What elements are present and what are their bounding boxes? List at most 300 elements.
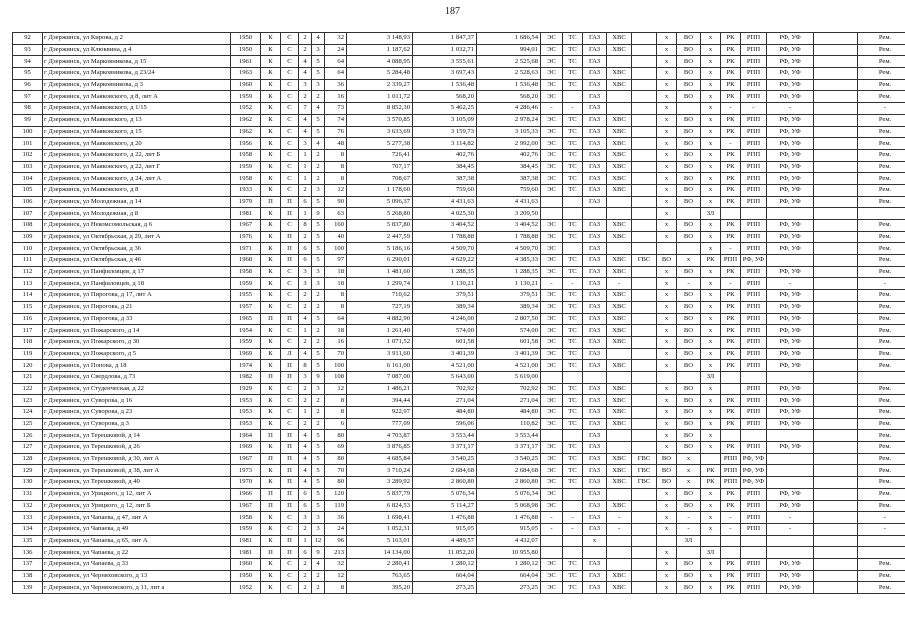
- table-cell-s2: [541, 547, 563, 559]
- table-row: [13, 126, 905, 138]
- table-cell-s2: ЭС: [541, 558, 563, 570]
- table-cell-s2: -: [541, 278, 563, 290]
- table-body: [13, 33, 905, 594]
- table-cell-s1: 3 105,33: [477, 126, 541, 138]
- table-cell-s2: ЭС: [541, 407, 563, 419]
- table-row: [13, 371, 905, 383]
- table-cell-area_total: 96: [325, 535, 347, 547]
- table-cell-area_living: 726,41: [347, 149, 413, 161]
- table-cell-s2: ЭС: [541, 220, 563, 232]
- table-cell-s6: [632, 535, 657, 547]
- table-cell-s11: РПП: [741, 500, 767, 512]
- table-cell-s4: ГАЗ: [583, 418, 607, 430]
- table-cell-s8: ВО: [677, 44, 701, 56]
- table-cell-s14: Рем.: [858, 290, 905, 302]
- table-cell-s6: [632, 360, 657, 372]
- table-cell-s8: ВО: [677, 442, 701, 454]
- table-cell-s2: ЭС: [541, 266, 563, 278]
- table-cell-s12: РФ, УФ: [767, 336, 814, 348]
- table-cell-s3: ТС: [563, 33, 583, 45]
- table-cell-s13: [814, 395, 858, 407]
- table-cell-s9: х: [701, 231, 721, 243]
- table-cell-s13: [814, 68, 858, 80]
- table-cell-area_living: 395,20: [347, 582, 413, 594]
- table-cell-address: г Дзержинск, ул Чапаева, д 33: [43, 558, 231, 570]
- table-cell-s14: Рем.: [858, 465, 905, 477]
- table-cell-floors: 7: [299, 103, 312, 115]
- table-cell-s6: [632, 371, 657, 383]
- table-cell-s7: х: [657, 336, 677, 348]
- table-cell-area_living: 1 187,62: [347, 44, 413, 56]
- table-cell-wall: К: [261, 255, 281, 267]
- table-cell-s2: ЭС: [541, 301, 563, 313]
- table-cell-s14: Рем.: [858, 56, 905, 68]
- table-cell-wall: К: [261, 138, 281, 150]
- table-cell-s3: ТС: [563, 290, 583, 302]
- table-cell-no: 107: [13, 208, 43, 220]
- table-cell-year: 1959: [231, 91, 261, 103]
- table-cell-s8: [677, 208, 701, 220]
- table-cell-s9: х: [701, 430, 721, 442]
- table-cell-floors: 2: [299, 570, 312, 582]
- table-cell-year: 1933: [231, 184, 261, 196]
- table-row: [13, 336, 905, 348]
- table-cell-apts: 5: [312, 196, 325, 208]
- table-cell-s14: Рем.: [858, 184, 905, 196]
- table-cell-floors_cat: П: [281, 313, 299, 325]
- table-cell-floors: 2: [299, 582, 312, 594]
- table-row: [13, 582, 905, 594]
- table-row: [13, 500, 905, 512]
- table-cell-s3: ТС: [563, 313, 583, 325]
- table-cell-s9: х: [701, 383, 721, 395]
- table-cell-s5: ХВС: [607, 582, 632, 594]
- table-cell-area_living: 3 289,92: [347, 477, 413, 489]
- table-cell-s13: [814, 161, 858, 173]
- table-cell-no: 104: [13, 173, 43, 185]
- table-cell-year: 1960: [231, 558, 261, 570]
- table-cell-s1: 273,25: [477, 582, 541, 594]
- table-cell-address: г Дзержинск, ул Суворова, д 3: [43, 418, 231, 430]
- table-cell-wall: К: [261, 570, 281, 582]
- table-cell-area_total: 16: [325, 336, 347, 348]
- table-cell-address: г Дзержинск, ул Маяковского, д 15: [43, 126, 231, 138]
- table-cell-area_total: 120: [325, 488, 347, 500]
- table-cell-floors_cat: С: [281, 418, 299, 430]
- table-cell-s10: РК: [721, 114, 741, 126]
- table-cell-year: 1974: [231, 360, 261, 372]
- table-cell-floors: 1: [299, 535, 312, 547]
- table-cell-wall: П: [261, 430, 281, 442]
- table-cell-no: 106: [13, 196, 43, 208]
- table-cell-s10: РК: [721, 301, 741, 313]
- table-cell-s6: [632, 418, 657, 430]
- table-cell-year: 1981: [231, 547, 261, 559]
- table-cell-floors: 2: [299, 301, 312, 313]
- table-cell-s8: ВО: [677, 220, 701, 232]
- table-row: [13, 488, 905, 500]
- table-cell-s3: ТС: [563, 79, 583, 91]
- table-cell-s4: ГАЗ: [583, 138, 607, 150]
- table-cell-s10: РК: [721, 173, 741, 185]
- table-cell-area_living: 707,17: [347, 161, 413, 173]
- table-cell-s2: ЭС: [541, 325, 563, 337]
- table-cell-year: 1958: [231, 266, 261, 278]
- table-cell-s5: [607, 488, 632, 500]
- table-cell-s9: х: [701, 442, 721, 454]
- table-cell-s10: РК: [721, 348, 741, 360]
- table-cell-no: 95: [13, 68, 43, 80]
- table-cell-s8: ВО: [677, 33, 701, 45]
- table-cell-s9: х: [701, 161, 721, 173]
- table-cell-s13: [814, 465, 858, 477]
- table-cell-year: 1976: [231, 231, 261, 243]
- table-cell-area_living: 5 186,16: [347, 243, 413, 255]
- table-cell-s4: ГАЗ: [583, 582, 607, 594]
- table-cell-s5: ХВС: [607, 301, 632, 313]
- table-cell-area_flats: 1 847,37: [413, 33, 477, 45]
- table-cell-address: г Дзержинск, ул Терешковой, д 30, лит А: [43, 453, 231, 465]
- table-cell-s8: х: [677, 465, 701, 477]
- table-cell-year: 1953: [231, 418, 261, 430]
- table-cell-s13: [814, 500, 858, 512]
- table-cell-area_living: 3 570,85: [347, 114, 413, 126]
- table-cell-wall: К: [261, 114, 281, 126]
- table-cell-address: г Дзержинск, ул Свердлова, д 73: [43, 371, 231, 383]
- table-cell-s4: ГАЗ: [583, 243, 607, 255]
- table-cell-address: г Дзержинск, ул Маяковского, д 22, лит Б: [43, 149, 231, 161]
- table-cell-area_total: 97: [325, 255, 347, 267]
- table-cell-floors: 6: [299, 243, 312, 255]
- table-cell-area_flats: 271,04: [413, 395, 477, 407]
- table-cell-floors: 6: [299, 488, 312, 500]
- table-cell-floors_cat: С: [281, 512, 299, 524]
- table-cell-no: 132: [13, 500, 43, 512]
- table-cell-floors: 2: [299, 336, 312, 348]
- table-cell-s11: РПП: [741, 149, 767, 161]
- table-cell-s6: [632, 173, 657, 185]
- table-cell-s9: РК: [701, 255, 721, 267]
- table-cell-year: 1950: [231, 33, 261, 45]
- table-row: [13, 442, 905, 454]
- table-cell-floors_cat: П: [281, 371, 299, 383]
- table-cell-s4: ГАЗ: [583, 348, 607, 360]
- table-cell-s3: ТС: [563, 325, 583, 337]
- table-cell-wall: К: [261, 360, 281, 372]
- table-row: [13, 138, 905, 150]
- table-cell-s6: ГВС: [632, 453, 657, 465]
- table-cell-area_living: 2 447,59: [347, 231, 413, 243]
- table-cell-s13: [814, 371, 858, 383]
- table-cell-s10: [721, 383, 741, 395]
- table-cell-area_flats: 4 489,57: [413, 535, 477, 547]
- table-cell-area_living: 5 268,80: [347, 208, 413, 220]
- table-cell-s8: х: [677, 453, 701, 465]
- table-cell-s3: [563, 196, 583, 208]
- table-cell-s4: ГАЗ: [583, 523, 607, 535]
- table-cell-s9: х: [701, 103, 721, 115]
- table-cell-apts: 2: [312, 91, 325, 103]
- table-cell-s2: ЭС: [541, 149, 563, 161]
- table-cell-s11: РПП: [741, 173, 767, 185]
- table-cell-floors_cat: С: [281, 325, 299, 337]
- table-cell-s9: [701, 453, 721, 465]
- table-cell-address: г Дзержинск, ул Черняховского, д 13: [43, 570, 231, 582]
- table-cell-s12: -: [767, 278, 814, 290]
- table-cell-s11: [741, 208, 767, 220]
- table-cell-s14: [858, 547, 905, 559]
- table-cell-year: 1964: [231, 430, 261, 442]
- table-cell-s13: [814, 243, 858, 255]
- table-cell-s12: РФ, УФ: [767, 290, 814, 302]
- table-cell-year: 1969: [231, 348, 261, 360]
- table-cell-wall: К: [261, 477, 281, 489]
- table-cell-s6: [632, 523, 657, 535]
- table-cell-s9: х: [701, 243, 721, 255]
- table-cell-address: г Дзержинск, ул Студенческая, д 22: [43, 383, 231, 395]
- table-cell-area_total: 8: [325, 582, 347, 594]
- table-cell-apts: 3: [312, 278, 325, 290]
- table-cell-s5: [607, 547, 632, 559]
- table-cell-apts: 5: [312, 243, 325, 255]
- table-cell-s12: РФ, УФ: [767, 395, 814, 407]
- table-cell-apts: 9: [312, 547, 325, 559]
- table-cell-wall: К: [261, 407, 281, 419]
- table-cell-area_total: 36: [325, 512, 347, 524]
- table-cell-area_living: 777,09: [347, 418, 413, 430]
- table-cell-s2: ЭС: [541, 44, 563, 56]
- table-cell-s10: -: [721, 278, 741, 290]
- table-cell-s5: ХВС: [607, 266, 632, 278]
- table-cell-s5: ХВС: [607, 360, 632, 372]
- table-row: [13, 407, 905, 419]
- table-cell-s11: РПП: [741, 336, 767, 348]
- table-cell-address: г Дзержинск, ул Марковникова, д 3: [43, 79, 231, 91]
- table-cell-s9: х: [701, 290, 721, 302]
- table-cell-s3: ТС: [563, 220, 583, 232]
- table-cell-address: г Дзержинск, ул Клюквина, д 4: [43, 44, 231, 56]
- table-cell-s2: ЭС: [541, 126, 563, 138]
- table-cell-s4: ГАЗ: [583, 173, 607, 185]
- table-cell-floors_cat: С: [281, 407, 299, 419]
- table-cell-s5: -: [607, 278, 632, 290]
- table-cell-s8: ВО: [677, 126, 701, 138]
- table-cell-address: г Дзержинск, ул Терешковой, д 14: [43, 430, 231, 442]
- table-cell-area_living: 5 096,37: [347, 196, 413, 208]
- table-cell-wall: К: [261, 325, 281, 337]
- table-cell-s2: ЭС: [541, 33, 563, 45]
- table-cell-s6: [632, 138, 657, 150]
- table-cell-floors_cat: П: [281, 255, 299, 267]
- table-cell-wall: К: [261, 44, 281, 56]
- table-cell-s11: РПП: [741, 523, 767, 535]
- table-cell-s11: РПП: [741, 56, 767, 68]
- table-cell-s14: Рем.: [858, 220, 905, 232]
- table-cell-s14: Рем.: [858, 336, 905, 348]
- table-cell-s5: ХВС: [607, 149, 632, 161]
- table-cell-s14: Рем.: [858, 488, 905, 500]
- table-cell-s10: РК: [721, 91, 741, 103]
- table-cell-s5: ХВС: [607, 220, 632, 232]
- table-cell-s1: 1 476,88: [477, 512, 541, 524]
- table-cell-s4: ГАЗ: [583, 290, 607, 302]
- table-cell-s4: ГАЗ: [583, 395, 607, 407]
- table-cell-year: 1959: [231, 336, 261, 348]
- table-cell-floors_cat: С: [281, 33, 299, 45]
- table-cell-area_living: 3 148,93: [347, 33, 413, 45]
- table-cell-area_flats: 664,04: [413, 570, 477, 582]
- table-cell-s12: РФ, УФ: [767, 173, 814, 185]
- table-cell-s10: РК: [721, 488, 741, 500]
- table-row: [13, 512, 905, 524]
- table-row: [13, 383, 905, 395]
- table-cell-s13: [814, 56, 858, 68]
- table-cell-area_flats: 3 371,17: [413, 442, 477, 454]
- table-cell-s3: ТС: [563, 266, 583, 278]
- table-cell-s8: ВО: [677, 570, 701, 582]
- table-cell-s13: [814, 535, 858, 547]
- table-cell-wall: К: [261, 243, 281, 255]
- table-cell-s14: [858, 371, 905, 383]
- table-cell-s8: х: [677, 255, 701, 267]
- table-cell-s12: РФ, УФ: [767, 383, 814, 395]
- table-cell-floors_cat: С: [281, 336, 299, 348]
- table-cell-s9: ЗЛ: [701, 208, 721, 220]
- table-cell-s4: ГАЗ: [583, 477, 607, 489]
- table-cell-wall: К: [261, 278, 281, 290]
- table-cell-s1: 915,05: [477, 523, 541, 535]
- table-cell-s10: РК: [721, 44, 741, 56]
- table-cell-s8: ВО: [677, 558, 701, 570]
- table-cell-s7: х: [657, 56, 677, 68]
- table-cell-s12: РФ, УФ: [767, 196, 814, 208]
- table-cell-floors: 3: [299, 138, 312, 150]
- table-row: [13, 430, 905, 442]
- table-cell-s4: ГАЗ: [583, 161, 607, 173]
- table-cell-s6: [632, 442, 657, 454]
- table-cell-s4: ГАЗ: [583, 220, 607, 232]
- table-cell-area_flats: 3 404,52: [413, 220, 477, 232]
- table-cell-area_total: 80: [325, 453, 347, 465]
- table-cell-s7: [657, 371, 677, 383]
- table-cell-s3: [563, 535, 583, 547]
- table-cell-wall: К: [261, 523, 281, 535]
- table-cell-s4: ГАЗ: [583, 383, 607, 395]
- table-cell-s8: ВО: [677, 395, 701, 407]
- table-cell-floors: 4: [299, 56, 312, 68]
- table-cell-s6: [632, 582, 657, 594]
- housing-registry-table: [12, 32, 905, 594]
- table-cell-no: 119: [13, 348, 43, 360]
- table-cell-area_flats: 3 105,09: [413, 114, 477, 126]
- table-cell-s2: ЭС: [541, 161, 563, 173]
- table-cell-s12: [767, 430, 814, 442]
- table-cell-s7: х: [657, 523, 677, 535]
- table-cell-s1: 568,20: [477, 91, 541, 103]
- table-cell-s11: РПП: [741, 360, 767, 372]
- table-cell-s12: РФ, УФ: [767, 266, 814, 278]
- table-cell-s9: х: [701, 582, 721, 594]
- table-cell-floors_cat: С: [281, 56, 299, 68]
- table-cell-s7: [657, 243, 677, 255]
- table-cell-s1: 574,00: [477, 325, 541, 337]
- table-cell-s8: ВО: [677, 266, 701, 278]
- table-cell-s9: х: [701, 138, 721, 150]
- table-cell-s3: ТС: [563, 44, 583, 56]
- table-cell-area_flats: 5 076,34: [413, 488, 477, 500]
- table-cell-s1: 5 068,98: [477, 500, 541, 512]
- table-cell-s11: РФ, УФ: [741, 453, 767, 465]
- table-cell-area_living: 6 161,00: [347, 360, 413, 372]
- table-cell-floors: 4: [299, 442, 312, 454]
- table-cell-s5: ХВС: [607, 126, 632, 138]
- table-cell-s14: Рем.: [858, 477, 905, 489]
- table-cell-s14: Рем.: [858, 453, 905, 465]
- table-cell-address: г Дзержинск, ул Кирова, д 2: [43, 33, 231, 45]
- table-cell-floors_cat: С: [281, 114, 299, 126]
- table-row: [13, 231, 905, 243]
- table-cell-apts: 5: [312, 477, 325, 489]
- table-cell-s12: РФ, УФ: [767, 325, 814, 337]
- table-cell-s9: х: [701, 301, 721, 313]
- table-cell-year: 1952: [231, 582, 261, 594]
- table-cell-s3: ТС: [563, 114, 583, 126]
- table-cell-s1: 402,76: [477, 149, 541, 161]
- table-cell-s7: ВО: [657, 453, 677, 465]
- table-row: [13, 114, 905, 126]
- table-cell-s1: 1 788,88: [477, 231, 541, 243]
- table-cell-wall: К: [261, 161, 281, 173]
- table-cell-s1: 601,58: [477, 336, 541, 348]
- table-cell-s12: РФ, УФ: [767, 126, 814, 138]
- table-cell-floors: 4: [299, 313, 312, 325]
- table-cell-s5: [607, 348, 632, 360]
- table-cell-s10: -: [721, 512, 741, 524]
- table-cell-area_living: 3 876,85: [347, 442, 413, 454]
- table-cell-floors: 4: [299, 465, 312, 477]
- table-cell-s1: 4 286,46: [477, 103, 541, 115]
- table-cell-s4: ГАЗ: [583, 231, 607, 243]
- table-cell-wall: К: [261, 103, 281, 115]
- table-cell-s4: х: [583, 535, 607, 547]
- table-cell-s1: 994,01: [477, 44, 541, 56]
- table-cell-s8: ВО: [677, 407, 701, 419]
- table-cell-area_living: 5 284,48: [347, 68, 413, 80]
- table-cell-floors_cat: С: [281, 44, 299, 56]
- table-cell-s3: ТС: [563, 231, 583, 243]
- table-cell-s1: 2 860,80: [477, 477, 541, 489]
- table-cell-no: 129: [13, 465, 43, 477]
- table-cell-apts: 2: [312, 395, 325, 407]
- table-cell-s6: [632, 68, 657, 80]
- table-cell-s14: Рем.: [858, 33, 905, 45]
- table-cell-wall: К: [261, 336, 281, 348]
- table-cell-s5: ХВС: [607, 79, 632, 91]
- table-cell-s13: [814, 173, 858, 185]
- table-cell-area_living: 1 178,60: [347, 184, 413, 196]
- table-row: [13, 325, 905, 337]
- table-cell-apts: 3: [312, 184, 325, 196]
- table-cell-area_living: 394,44: [347, 395, 413, 407]
- table-cell-address: г Дзержинск, ул Маяковского, д 20: [43, 138, 231, 150]
- table-cell-year: 1953: [231, 395, 261, 407]
- table-cell-apts: 3: [312, 383, 325, 395]
- table-cell-s6: [632, 114, 657, 126]
- table-cell-s9: ЗЛ: [701, 547, 721, 559]
- table-cell-s14: Рем.: [858, 430, 905, 442]
- table-cell-area_flats: 3 540,25: [413, 453, 477, 465]
- table-cell-area_total: 8: [325, 161, 347, 173]
